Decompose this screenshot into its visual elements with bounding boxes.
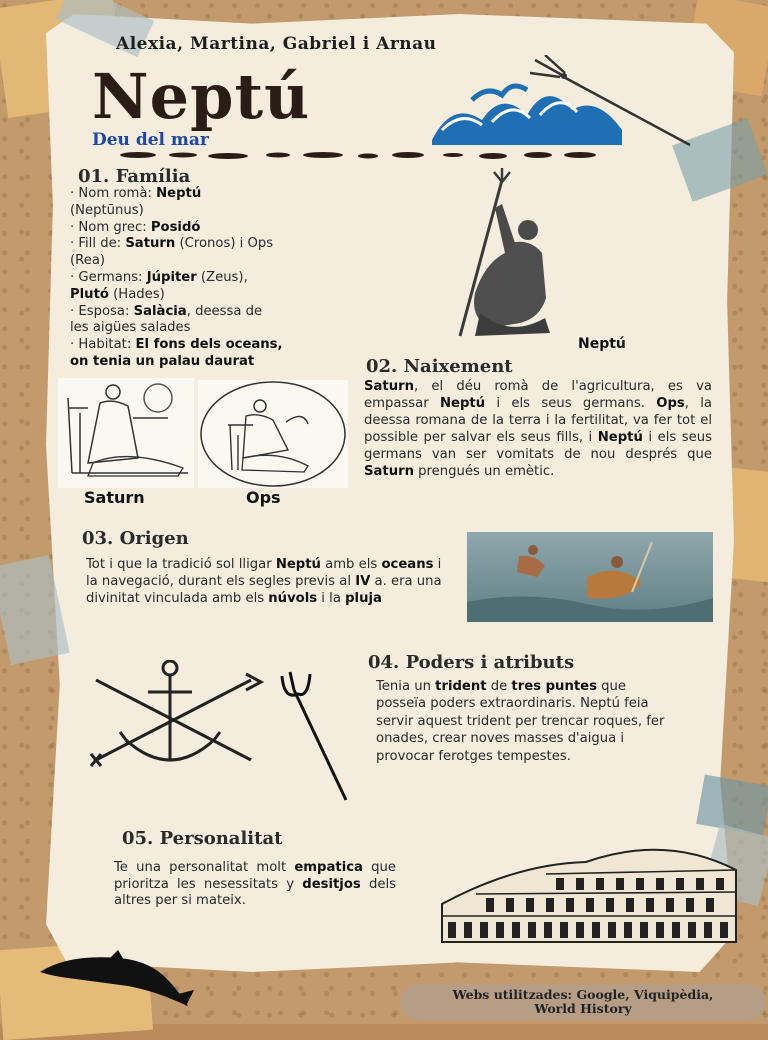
naixement-text-segment: i els seus germans. [485,396,657,411]
ops-image [198,380,348,488]
brush-divider [118,148,598,162]
naixement-bold-segment: Neptú [597,430,643,445]
familia-line-pre: · Nom romà: [70,186,157,201]
caption-ops: Ops [246,488,281,507]
naixement-text-segment: prengués un emètic. [413,464,555,479]
origen-text-segment: a. era una divinitat vinculada amb els [86,574,442,606]
neptune-statue-image [450,168,560,343]
origen-text [86,556,446,607]
familia-line-pre: · Esposa: [70,303,134,319]
familia-line [70,253,370,270]
poders-text-segment: Tenia un [376,679,436,694]
statue-caption: Neptú [578,336,626,352]
naixement-bold-segment: Saturn [364,464,414,479]
neptune-painting-image [467,532,713,622]
origen-bold-segment: Neptú [275,557,321,572]
saturn-image [58,378,194,488]
anchor-icon [86,660,266,775]
familia-line-bold: Júpiter [146,269,197,285]
familia-line [70,287,370,304]
sources-line-2: World History [534,1001,632,1016]
authors: Alexia, Martina, Gabriel i Arnau [116,34,437,54]
origen-bold-segment: oceans [381,557,434,572]
sources-line-1: Webs utilitzades: Google, Viquipèdia, [452,987,714,1002]
personalitat-text-segment: dels altres per si mateix. [114,876,396,908]
naixement-text-segment: , la deessa romana de la terra i la fertilitat, va fer tot el possible per salvar els seus fills, i [364,396,712,445]
heading-poders: 04. Poders i atributs [368,652,575,673]
familia-line-post: (Cronos) i Ops [175,236,274,252]
naixement-text-segment: i els seus germans van ser vomitats de nou després que [364,430,712,462]
familia-line-bold: on tenia un palau daurat [70,353,255,369]
familia-list [70,186,370,371]
origen-text-segment: amb els [320,557,382,572]
familia-line [70,186,370,203]
familia-line-pre: · Nom grec: [70,219,151,235]
personalitat-text-segment: Te una personalitat molt [114,860,295,875]
familia-line [70,320,370,337]
poders-bold-segment: tres puntes [511,679,597,694]
personalitat-bold-segment: desitjos [302,876,361,892]
origen-bold-segment: IV [355,574,371,589]
poders-text-segment: de [486,679,512,694]
personalitat-text-segment: que prioritza les nesessitats y [114,860,396,892]
naixement-bold-segment: Neptú [439,396,486,411]
familia-line-bold: Saturn [125,236,176,252]
familia-line-pre: (Neptūnus) [70,202,144,218]
familia-line-pre: · Habitat: [70,337,136,353]
naixement-bold-segment: Saturn [364,379,414,394]
heading-personalitat: 05. Personalitat [122,828,283,849]
naixement-bold-segment: Ops [656,396,685,411]
familia-line-pre: les aigües salades [70,320,191,336]
colosseum-icon [436,834,750,950]
familia-line-bold: El fons dels oceans, [135,337,283,353]
familia-line-bold: Neptú [156,186,202,201]
familia-line-pre: · Germans: [70,269,147,285]
poders-text-segment: que posseïa poders extraordinaris. Neptú feia servir aquest trident per trencar roques, fer onades, crear noves masses d'aigua i provocar ferotges tempestes. [376,679,665,764]
personalitat-text [114,860,396,910]
familia-line-pre: (Rea) [70,253,106,269]
familia-line-post: (Zeus), [196,269,248,285]
familia-line [70,354,370,371]
page-title: Neptú [92,60,311,133]
page-subtitle: Deu del mar [92,130,209,150]
trident-icon [530,55,695,150]
origen-text-segment: Tot i que la tradició sol lligar [86,557,276,572]
naixement-text-segment: , el déu romà de l'agricultura, es va empassar [364,379,712,411]
poders-bold-segment: trident [435,679,487,694]
origen-text-segment: i la [317,591,346,606]
familia-line-bold: Salàcia [133,303,187,319]
trident-icon [274,670,354,805]
familia-line [70,236,370,253]
familia-line-pre: · Fill de: [70,236,126,252]
familia-line-bold: Posidó [150,219,201,235]
familia-line-post: (Hades) [108,286,165,302]
origen-text-segment: i la navegació, durant els segles previs al [86,557,442,589]
familia-line [70,337,370,354]
origen-bold-segment: pluja [345,591,382,606]
origen-bold-segment: núvols [268,591,318,606]
familia-line-bold: Plutó [70,286,109,302]
heading-familia: 01. Família [78,166,191,187]
poders-text [376,678,672,765]
familia-line [70,304,370,321]
heading-origen: 03. Origen [82,528,189,549]
heading-naixement: 02. Naixement [366,356,513,377]
familia-line [70,203,370,220]
familia-line-post: , deessa de [186,303,263,319]
naixement-text [364,378,712,480]
dolphin-icon [38,950,194,1012]
familia-line [70,220,370,237]
personalitat-bold-segment: empatica [294,860,363,875]
caption-saturn: Saturn [84,488,145,507]
sources-footer [400,984,766,1020]
familia-line [70,270,370,287]
